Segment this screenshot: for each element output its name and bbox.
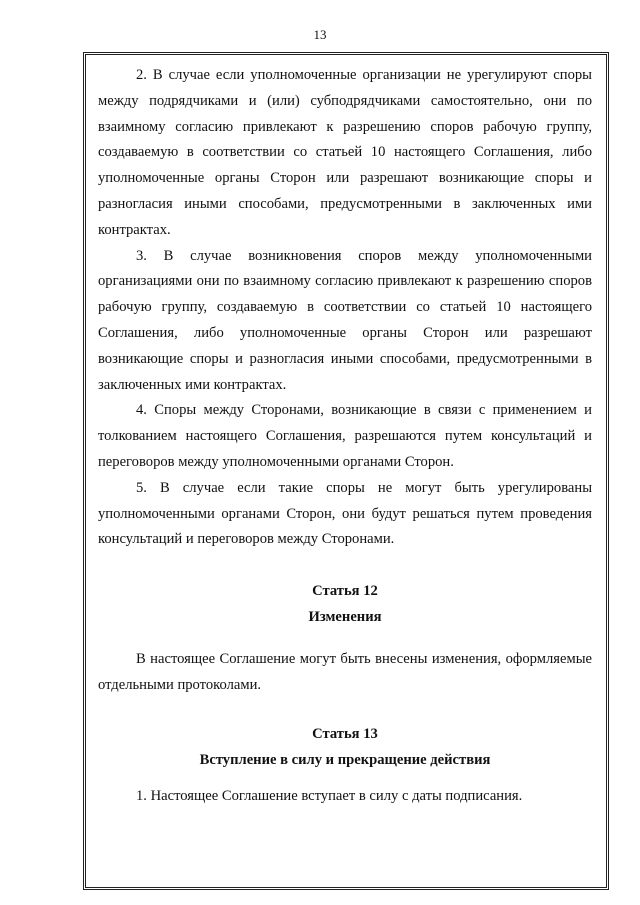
- article-12-title: Изменения: [308, 608, 382, 625]
- article-13-paragraph-1: 1. Настоящее Соглашение вступает в силу с даты подписания.: [136, 787, 523, 804]
- paragraph-5: 5. В случае если такие споры не могут быть урегулированы уполномоченными органами Сторон, они будут решаться путем проведения консультаций и переговоров между Сторонами.: [98, 479, 592, 548]
- article-13-title: Вступление в силу и прекращение действия: [199, 752, 491, 769]
- paragraph-4: 4. Споры между Сторонами, возникающие в связи с применением и толкованием настоящего Соглашения, разрешаются путем консультаций и переговоров между уполномоченными органами Сторон.: [98, 402, 592, 470]
- article-12-number: Статья 12: [312, 583, 378, 600]
- document-body: [98, 63, 592, 810]
- article-13-number: Статья 13: [312, 726, 378, 743]
- page-number: 13: [313, 27, 327, 42]
- paragraph-3: 3. В случае возникновения споров между уполномоченными организациями они по взаимному согласию привлекают к разрешению споров рабочую группу, создаваемую в соответствии со статьей 10 настоящего Соглашения, либо уполномоченные органы Сторон или разрешают возникающие споры и разногласия иными способами, предусмотренными в заключенных ими контрактах.: [98, 247, 592, 393]
- paragraph-2: 2. В случае если уполномоченные организации не урегулируют споры между подрядчиками и (или) субподрядчиками самостоятельно, они по взаимному согласию привлекают к разрешению споров рабочую группу, создаваемую в соответствии со статьей 10 настоящего Соглашения, либо уполномоченные органы Сторон или разрешают возникающие споры и разногласия иными способами, предусмотренными в заключенных ими контрактах.: [98, 67, 592, 238]
- article-12-text: В настоящее Соглашение могут быть внесены изменения, оформляемые отдельными протоколами.: [98, 650, 592, 693]
